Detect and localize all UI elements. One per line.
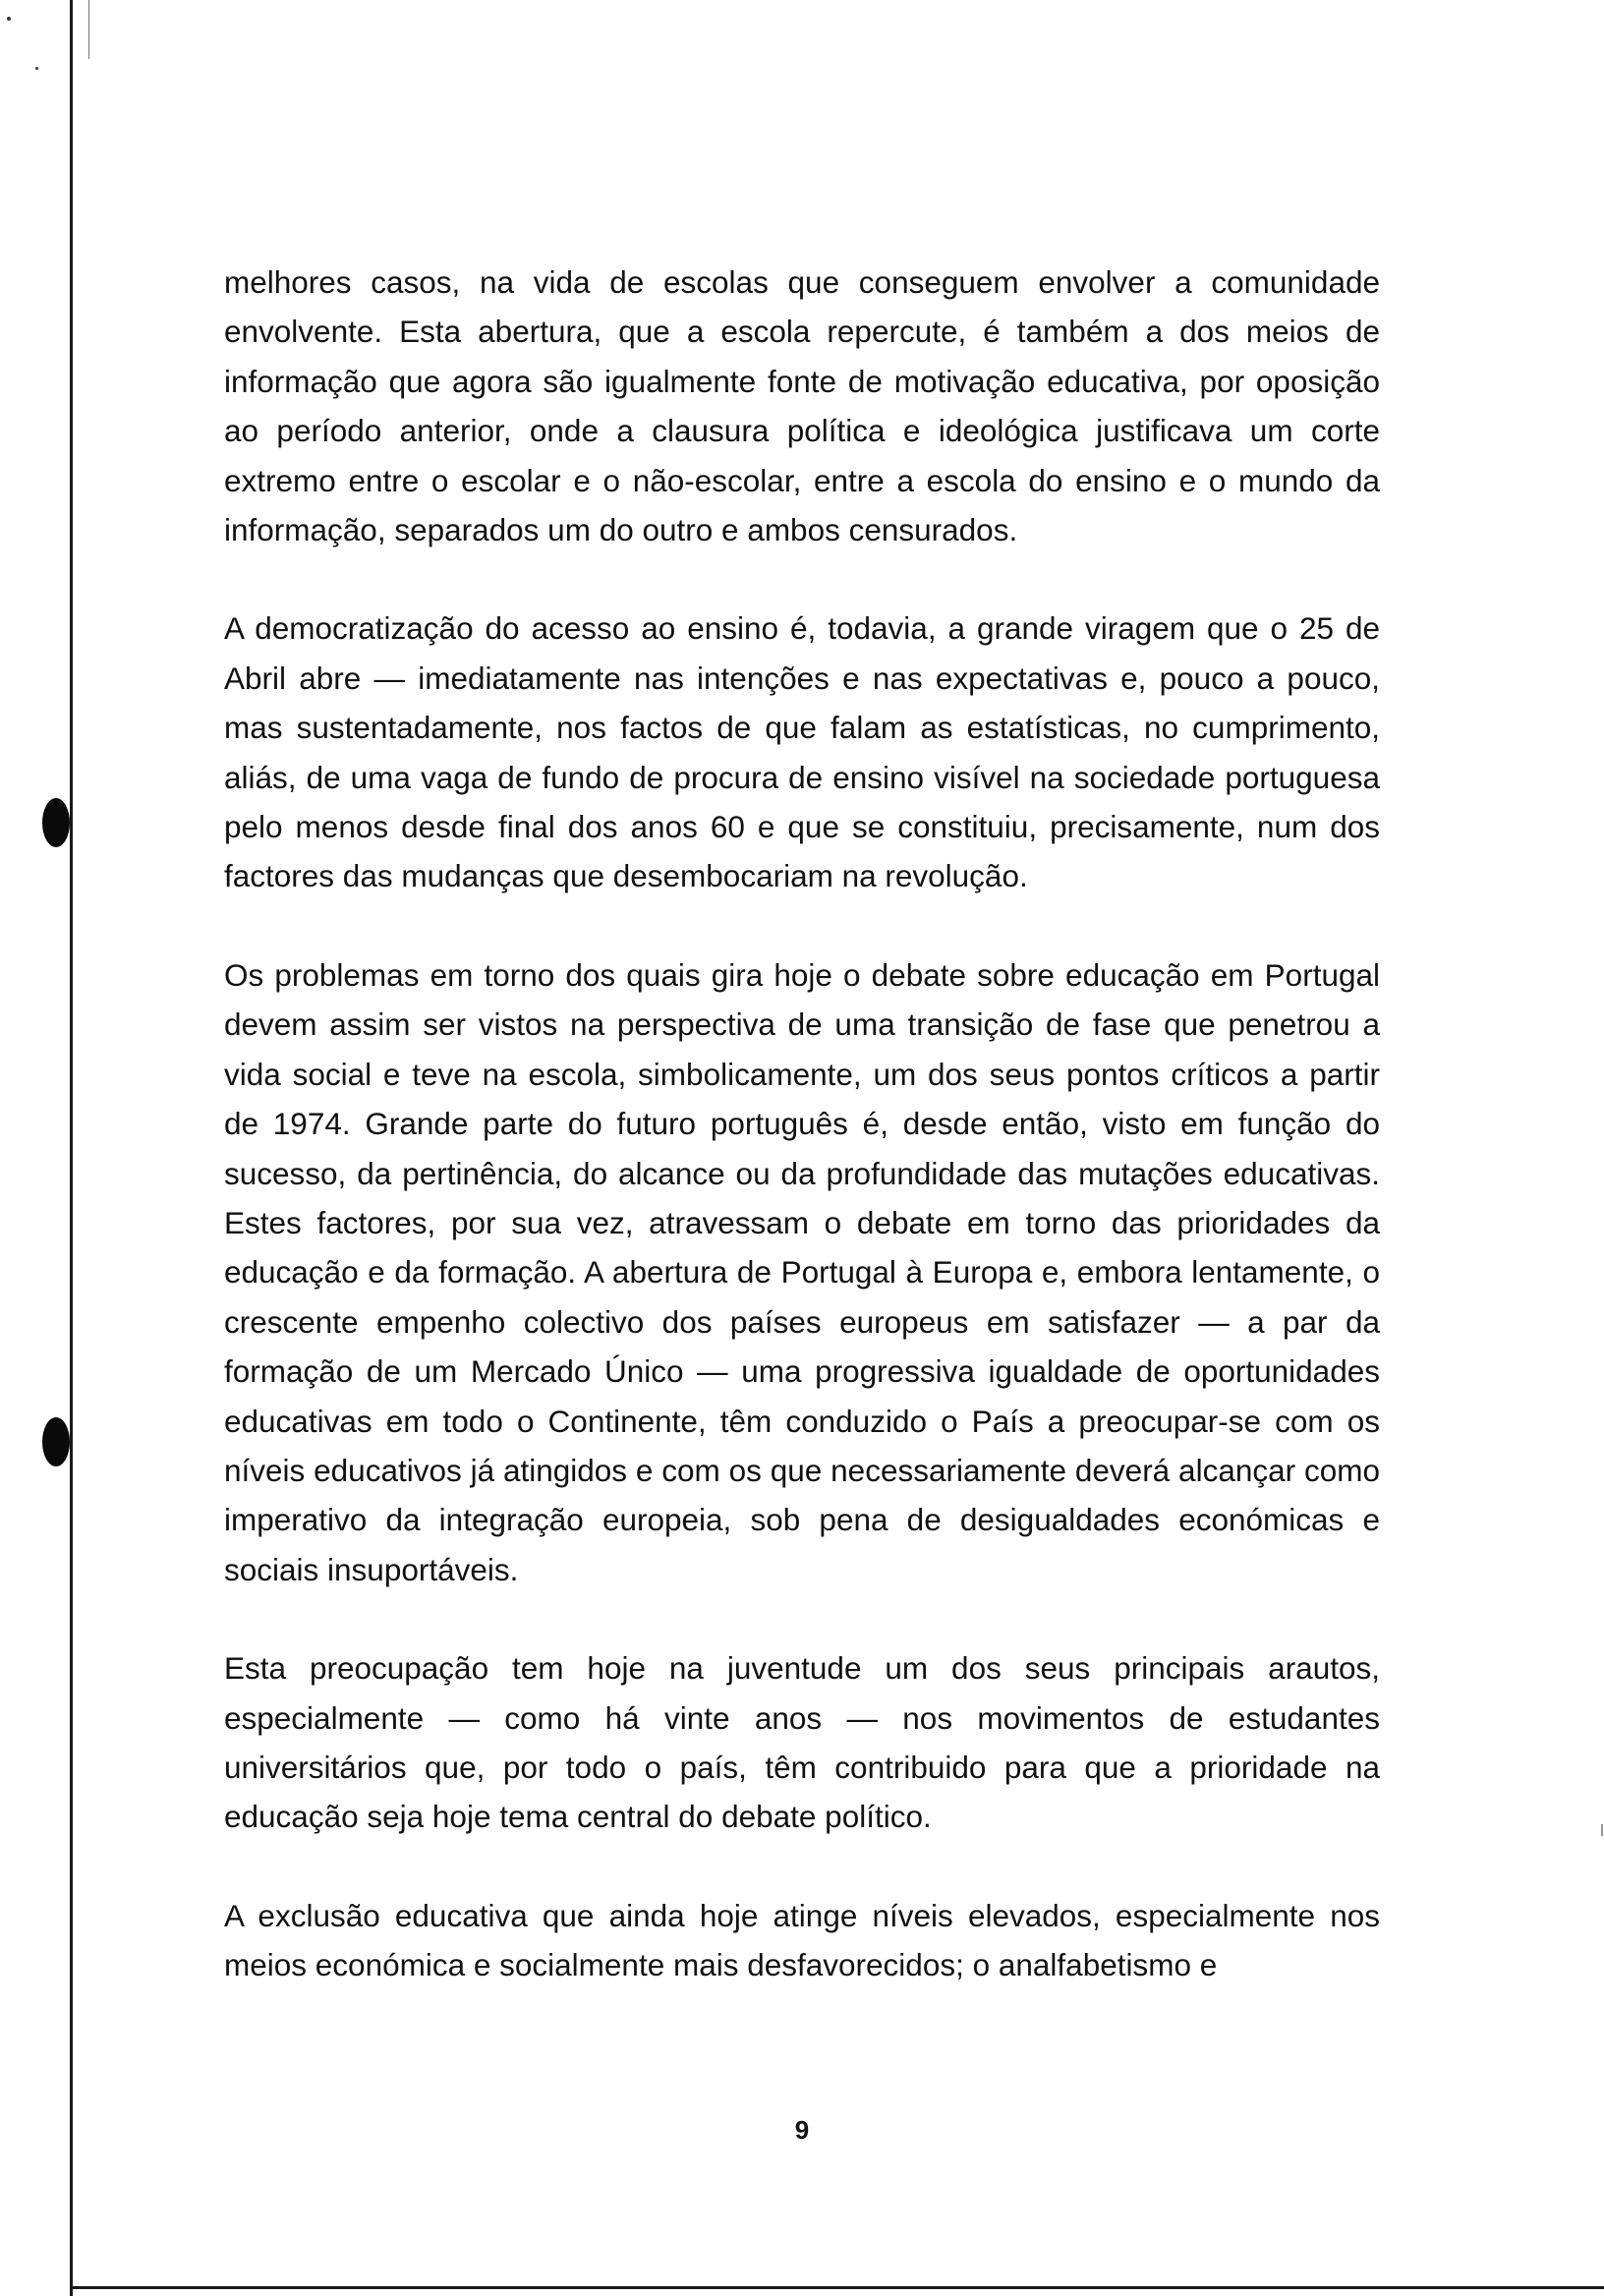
scan-speck bbox=[35, 67, 38, 70]
paragraph-2: A democratização do acesso ao ensino é, todavia, a grande viragem que o 25 de Abril abre — imediatamente nas intenções e nas expectativas e, pouco a pouco, mas sustentadamente, nos factos de que falam as estatísticas, no cumprimento, aliás, de uma vaga de fundo de procura de ensino visível na sociedade portuguesa pelo menos desde final dos anos 60 e que se constituiu, precisamente, num dos factores das mudanças que desembocariam na revolução. bbox=[224, 610, 1380, 894]
punch-hole-top bbox=[42, 798, 70, 847]
binding-margin-rule bbox=[70, 0, 73, 2296]
paragraph-4: Esta preocupação tem hoje na juventude um dos seus principais arautos, especialmente — como há vinte anos — nos movimentos de estudantes universitários que, por todo o país, têm contribuido para que a prioridade na educação seja hoje tema central do debate político. bbox=[224, 1650, 1380, 1835]
paragraph-5: A exclusão educativa que ainda hoje atinge níveis elevados, especialmente nos meios económica e socialmente mais desfavorecidos; o analfabetismo e bbox=[224, 1897, 1380, 1983]
punch-hole-bottom bbox=[42, 1417, 70, 1466]
margin-guide-line bbox=[88, 0, 89, 59]
scan-speck bbox=[7, 17, 11, 21]
scan-speck bbox=[1601, 1824, 1603, 1836]
bottom-edge-rule bbox=[70, 2286, 1604, 2289]
page-number: 9 bbox=[794, 2115, 810, 2145]
paragraph-1: melhores casos, na vida de escolas que conseguem envolver a comunidade envolvente. Esta abertura, que a escola repercute, é também a dos meios de informação que agora são igualmente fonte de motivação educativa, por oposição ao período anterior, onde a clausura política e ideológica justificava um corte extremo entre o escolar e o não-escolar, entre a escola do ensino e o mundo da informação, separados um do outro e ambos censurados. bbox=[224, 264, 1380, 548]
body-text bbox=[224, 258, 1380, 2039]
paragraph-3: Os problemas em torno dos quais gira hoje o debate sobre educação em Portugal devem assim ser vistos na perspectiva de uma transição de fase que penetrou a vida social e teve na escola, simbolicamente, um dos seus pontos críticos a partir de 1974. Grande parte do futuro português é, desde então, visto em função do sucesso, da pertinência, do alcance ou da profundidade das mutações educativas. Estes factores, por sua vez, atravessam o debate em torno das prioridades da educação e da formação. A abertura de Portugal à Europa e, embora lentamente, o crescente empenho colectivo dos países europeus em satisfazer — a par da formação de um Mercado Único — uma progressiva igualdade de oportunidades educativas em todo o Continente, têm conduzido o País a preocupar-se com os níveis educativos já atingidos e com os que necessariamente deverá alcançar como imperativo da integração europeia, sob pena de desigualdades económicas e sociais insuportáveis. bbox=[224, 956, 1380, 1587]
